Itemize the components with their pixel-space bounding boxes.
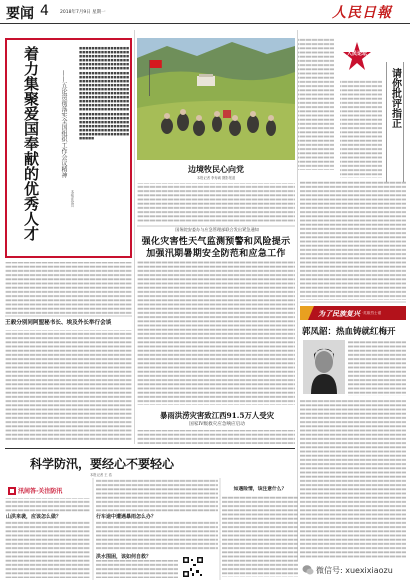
hero-banner-tag: ·英雄烈士谱	[362, 311, 382, 315]
qr-code-icon	[182, 556, 204, 578]
flood-article-title-line1[interactable]: 强化灾害性天气监测预警和风险提示	[141, 237, 291, 247]
photo-story-byline: 本报记者 李寿诚 摄影报道	[196, 176, 236, 180]
question-danger-notes[interactable]: 如遇险情，该注意什么？	[233, 486, 287, 492]
section-label: 要闻	[6, 6, 34, 22]
watermark-text: 微信号: xuexixiaozu	[316, 566, 393, 575]
lead-article-title[interactable]: 着力集聚爱国奉献的优秀人才	[22, 46, 40, 241]
meeting-article-title[interactable]: 王毅分别同阿盟秘书长、埃及外长举行会谈	[5, 320, 112, 326]
hero-banner-label: 为了民族复兴	[318, 309, 360, 318]
question-flash-flood[interactable]: 山洪来袭，应该怎么做？	[6, 514, 62, 520]
newspaper-masthead: 人民日報	[332, 5, 392, 21]
wechat-icon	[302, 564, 314, 576]
flood-safety-title[interactable]: 科学防汛，要经心不要轻心	[30, 457, 175, 471]
lead-article-author: 本报评论员	[70, 190, 74, 207]
forum-logo-text: 人民论坛	[346, 51, 367, 57]
flood-safety-byline: 本报记者 王 浩	[90, 473, 112, 477]
section-divider	[5, 448, 295, 449]
forum-logo-icon	[340, 40, 374, 74]
flood-article-title-line2[interactable]: 加强汛期暑期安全防范和应急工作	[146, 249, 286, 259]
flood-article-kicker: 国务院安委办与应急管理部联合发出紧急通知	[175, 227, 259, 232]
hero-portrait	[303, 340, 345, 394]
page-number: 4	[40, 3, 49, 19]
hero-article-title[interactable]: 郭凤韶：热血铸就红梅开	[302, 327, 396, 337]
question-driving-rain[interactable]: 行车途中遭遇暴雨怎么办？	[96, 514, 157, 520]
herders-photo[interactable]	[137, 38, 295, 160]
column-name: 汛间答·关注防汛	[18, 488, 63, 495]
relief-article-subtitle: 国家IV级救灾应急响应启动	[189, 422, 245, 427]
lead-article-body: ■■■■■■■■■■■■■■■■■■■■■■■■■■■■■■■■■■■■■■■■■■■■■■■■■■■■■■■■■■■■■■■■■■■■■■■■■■■■■■■■■■■■■■■■■■■■■■■■■■■■■■■■■■■■■■■■■■■■■■■■■■■■■■■■■■■■■■■■■■■■■■■■■■■■■■■■■■■■■■■■■■■■■■■■■■■■■■■■■■■■■■■■■■■■■■■■■■■■■■■■■■■■■■■■■■■■■■■■■■■■■■■■■■■■■■■■■■■■■■■■■■■■■■■■■■■■■■■■■■■■■■■■■■■■■■■■■■■■■■■■■■■■■■■■■■■■■■■■■■■■■■■■■■■■■■■■■■■■■■■■■■■■■■■■■■■■■■■■■■■■■■■■■■■■■■■■■■■■■	[79, 46, 129, 141]
lead-article-subtitle: ——五论贯彻落实全国组织工作会议精神	[60, 70, 67, 178]
column-logo-icon	[8, 487, 16, 495]
commentary-title[interactable]: 请你批评指正	[389, 68, 401, 128]
commentary-title-box[interactable]	[386, 62, 404, 182]
relief-article-title[interactable]: 暴雨洪涝灾害致江西91.5万人受灾	[159, 411, 275, 420]
photo-story-title[interactable]: 边境牧民心向党	[188, 164, 244, 174]
issue-date: 2018年7月9日 星期一	[60, 10, 106, 15]
question-trapped-flood[interactable]: 洪水围困，该如何自救？	[96, 554, 152, 560]
